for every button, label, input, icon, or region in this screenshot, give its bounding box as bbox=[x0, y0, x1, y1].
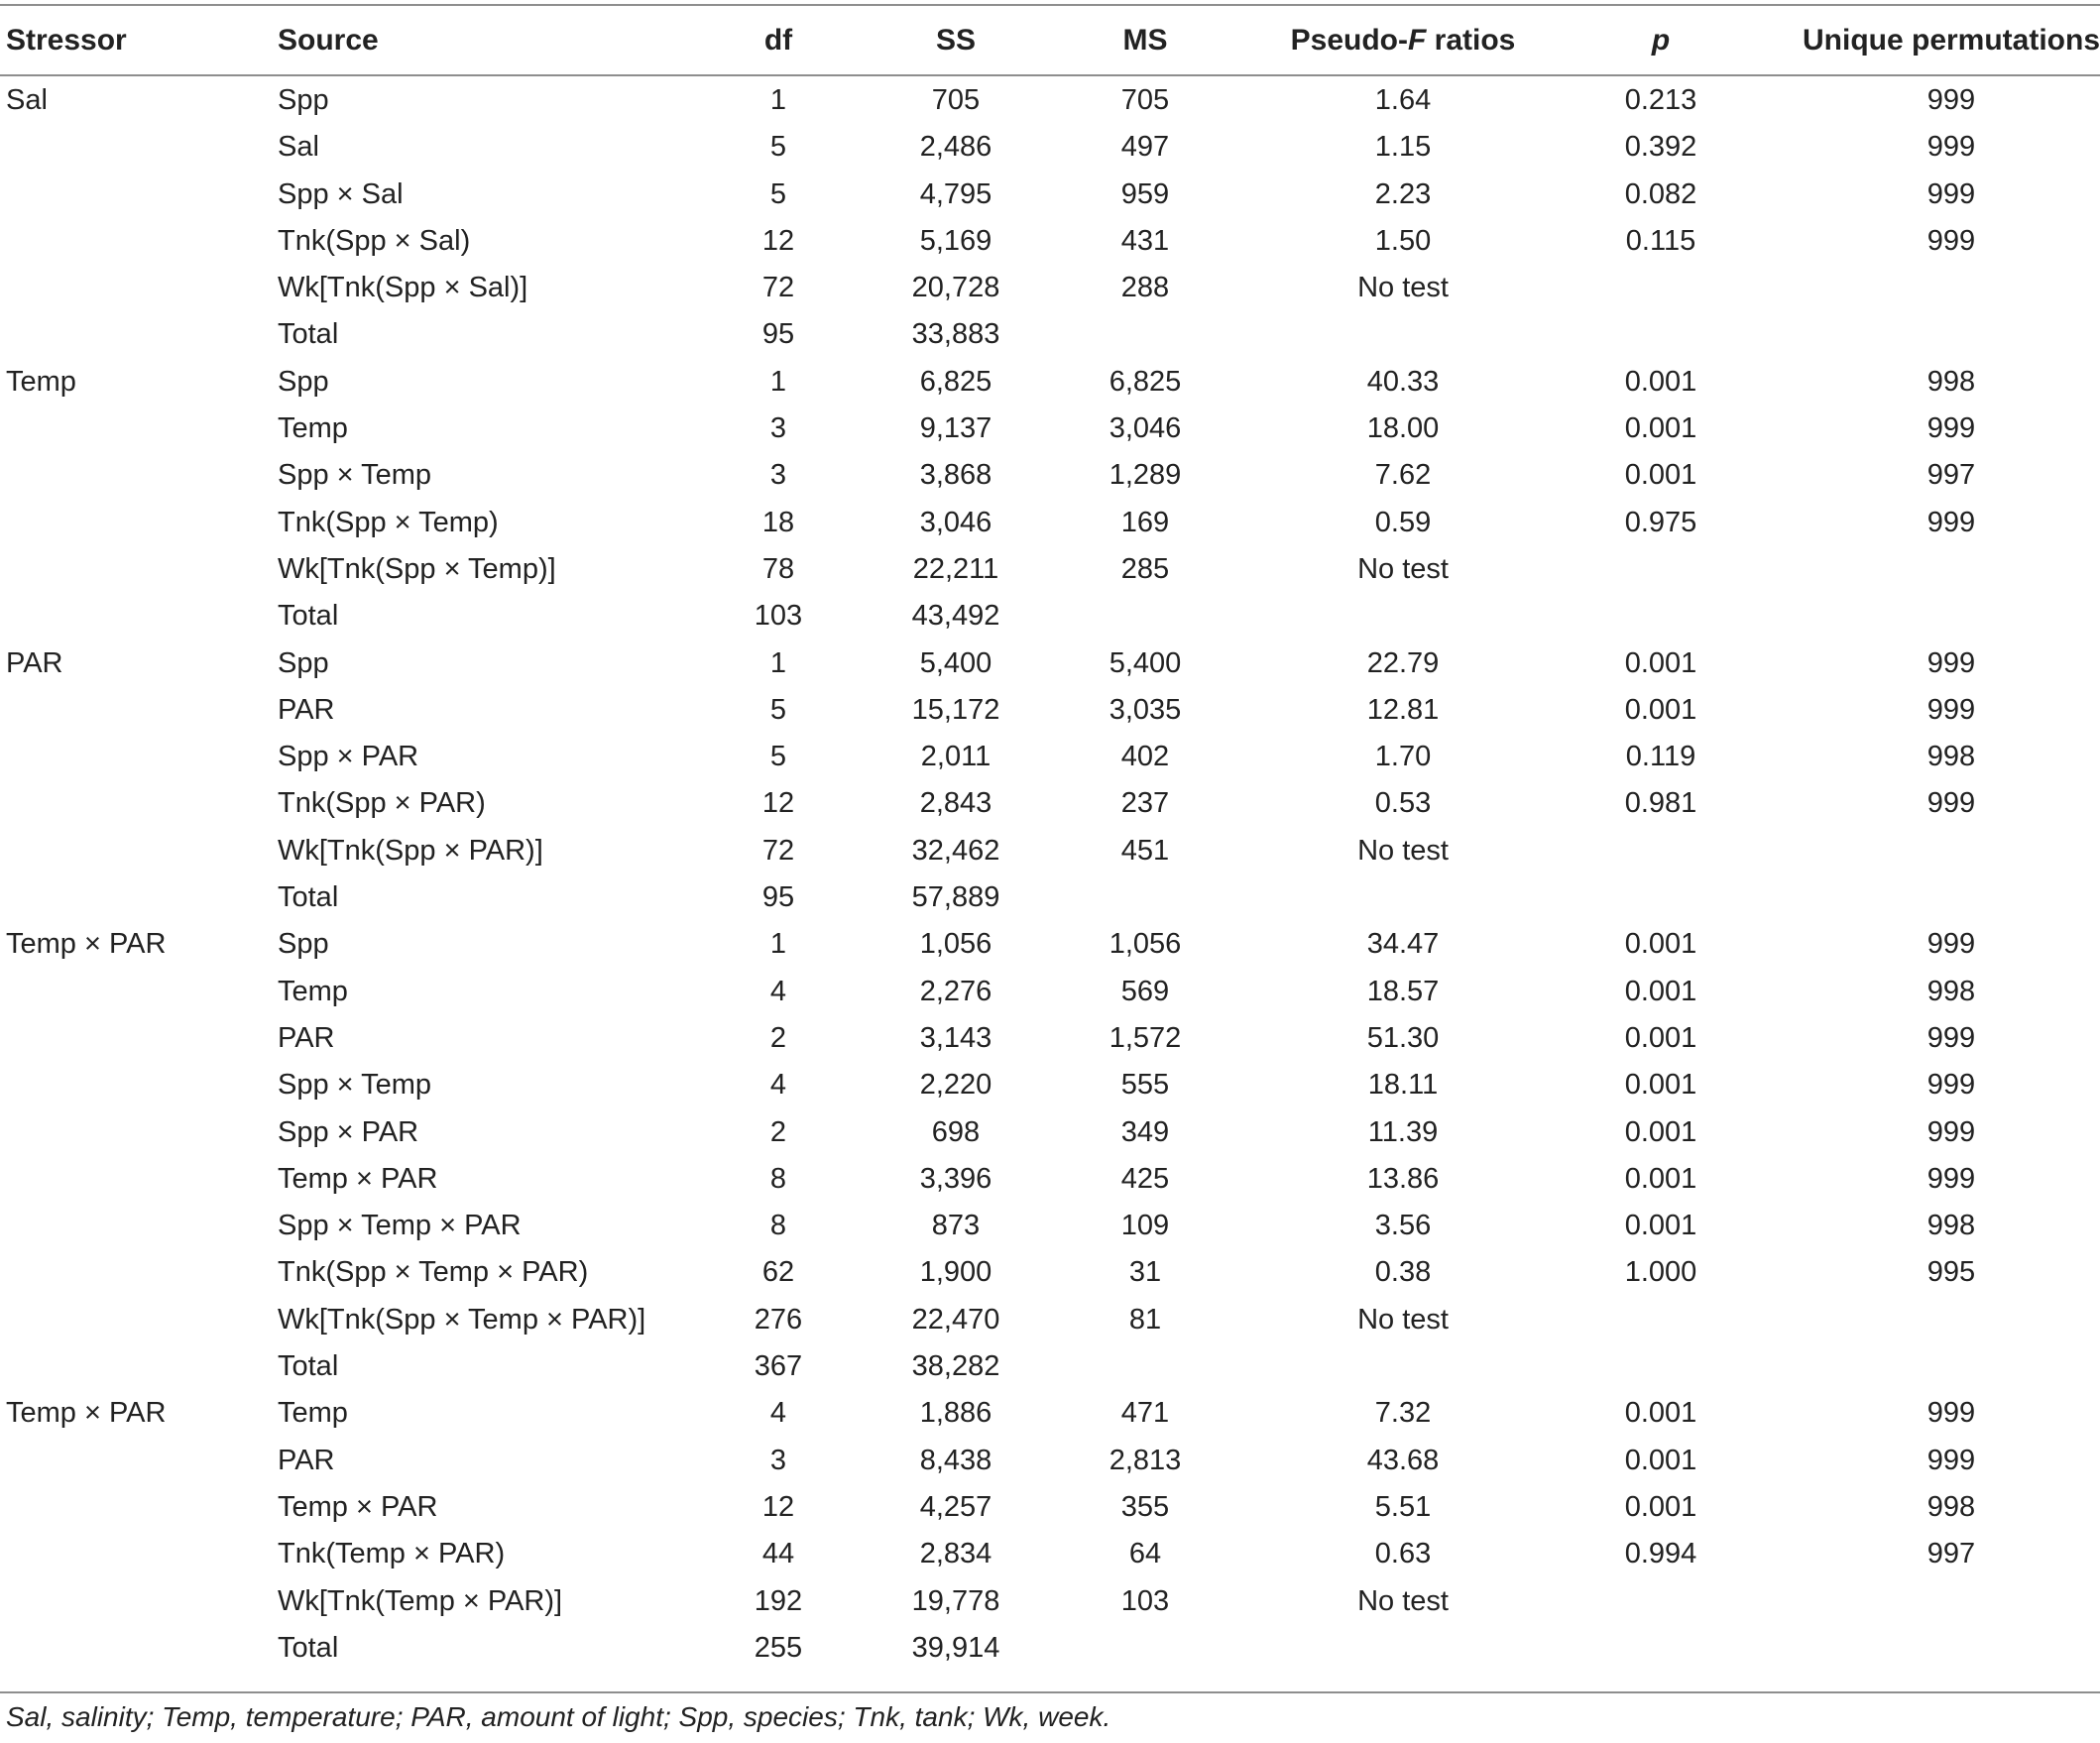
cell-permutations: 999 bbox=[1926, 1069, 1976, 1102]
table-row bbox=[0, 1438, 2100, 1484]
cell-ss: 698 bbox=[931, 1115, 981, 1148]
header-pseudo-f-prefix: Pseudo- bbox=[1290, 24, 1408, 57]
cell-pseudo-f: 51.30 bbox=[1366, 1021, 1440, 1054]
cell-permutations: 997 bbox=[1926, 459, 1976, 492]
cell-source: Tnk(Spp × Temp) bbox=[278, 506, 499, 538]
cell-pseudo-f: 0.63 bbox=[1374, 1538, 1432, 1570]
cell-p: 0.001 bbox=[1624, 975, 1697, 1007]
cell-ms: 555 bbox=[1120, 1069, 1170, 1102]
cell-ss: 2,011 bbox=[920, 741, 992, 773]
cell-source: Total bbox=[278, 881, 339, 914]
cell-p: 0.981 bbox=[1624, 787, 1697, 820]
cell-source: Temp × PAR bbox=[278, 1162, 438, 1195]
cell-df: 367 bbox=[754, 1350, 803, 1383]
cell-ms: 355 bbox=[1120, 1490, 1170, 1523]
table-row bbox=[0, 780, 2100, 827]
cell-permutations: 998 bbox=[1926, 1210, 1976, 1242]
cell-p: 0.213 bbox=[1624, 84, 1697, 116]
cell-ss: 3,868 bbox=[919, 459, 992, 492]
cell-source: Spp × Temp × PAR bbox=[278, 1210, 522, 1242]
table-row bbox=[0, 1484, 2100, 1531]
cell-source: Wk[Tnk(Temp × PAR)] bbox=[278, 1584, 563, 1617]
cell-p: 0.994 bbox=[1624, 1538, 1697, 1570]
cell-df: 62 bbox=[761, 1256, 795, 1289]
cell-permutations: 999 bbox=[1926, 177, 1976, 210]
cell-source: Total bbox=[278, 318, 339, 351]
header-pseudo-f bbox=[1291, 6, 1516, 74]
table-row bbox=[0, 1343, 2100, 1390]
cell-source: Spp × Temp bbox=[278, 1069, 432, 1102]
cell-ms: 81 bbox=[1128, 1303, 1162, 1336]
cell-ms: 569 bbox=[1120, 975, 1170, 1007]
cell-stressor: PAR bbox=[6, 646, 63, 679]
cell-ss: 705 bbox=[931, 84, 981, 116]
cell-df: 103 bbox=[754, 600, 803, 633]
cell-pseudo-f: 0.53 bbox=[1374, 787, 1432, 820]
table-row bbox=[0, 500, 2100, 546]
cell-permutations: 998 bbox=[1926, 741, 1976, 773]
cell-df: 1 bbox=[769, 928, 787, 961]
cell-pseudo-f: 7.62 bbox=[1374, 459, 1432, 492]
table-row bbox=[0, 1249, 2100, 1296]
table-row bbox=[0, 1109, 2100, 1156]
table-row bbox=[0, 406, 2100, 452]
cell-df: 12 bbox=[761, 224, 795, 257]
cell-ss: 2,276 bbox=[919, 975, 992, 1007]
cell-pseudo-f: 0.38 bbox=[1374, 1256, 1432, 1289]
cell-source: PAR bbox=[278, 1021, 335, 1054]
cell-stressor: Temp bbox=[6, 365, 76, 398]
cell-ss: 39,914 bbox=[911, 1631, 1000, 1664]
cell-source: Spp × Temp bbox=[278, 459, 432, 492]
cell-pseudo-f: 1.15 bbox=[1374, 131, 1432, 164]
cell-ss: 4,257 bbox=[919, 1490, 992, 1523]
cell-df: 8 bbox=[769, 1210, 787, 1242]
cell-p: 0.001 bbox=[1624, 1021, 1697, 1054]
cell-ms: 109 bbox=[1120, 1210, 1170, 1242]
cell-permutations: 997 bbox=[1926, 1538, 1976, 1570]
cell-source: Spp bbox=[278, 928, 329, 961]
cell-ss: 15,172 bbox=[911, 693, 1000, 726]
cell-ss: 4,795 bbox=[919, 177, 992, 210]
cell-pseudo-f: 1.50 bbox=[1374, 224, 1432, 257]
header-stressor: Stressor bbox=[6, 24, 127, 57]
cell-ss: 1,886 bbox=[919, 1397, 992, 1430]
table-row bbox=[0, 1297, 2100, 1343]
cell-p: 0.001 bbox=[1624, 1490, 1697, 1523]
cell-p: 0.001 bbox=[1624, 928, 1697, 961]
cell-ms: 31 bbox=[1128, 1256, 1162, 1289]
cell-ms: 288 bbox=[1120, 272, 1170, 304]
table-bottom-rule bbox=[0, 1691, 2100, 1693]
cell-p: 0.082 bbox=[1624, 177, 1697, 210]
table-row bbox=[0, 311, 2100, 358]
cell-ss: 5,169 bbox=[919, 224, 992, 257]
header-ms: MS bbox=[1122, 24, 1168, 57]
cell-ss: 38,282 bbox=[911, 1350, 1000, 1383]
cell-permutations: 999 bbox=[1926, 646, 1976, 679]
table-row bbox=[0, 359, 2100, 406]
table-row bbox=[0, 874, 2100, 921]
cell-ss: 2,486 bbox=[919, 131, 992, 164]
cell-ms: 1,572 bbox=[1108, 1021, 1182, 1054]
cell-pseudo-f: No test bbox=[1357, 1303, 1449, 1336]
cell-ms: 1,056 bbox=[1108, 928, 1182, 961]
cell-ss: 8,438 bbox=[919, 1444, 992, 1476]
cell-pseudo-f: No test bbox=[1357, 552, 1449, 585]
cell-source: Spp bbox=[278, 84, 329, 116]
cell-ss: 19,778 bbox=[911, 1584, 1000, 1617]
cell-ss: 20,728 bbox=[911, 272, 1000, 304]
cell-pseudo-f: 18.00 bbox=[1366, 412, 1440, 445]
table-row bbox=[0, 828, 2100, 874]
table-row bbox=[0, 1203, 2100, 1249]
cell-df: 4 bbox=[769, 1069, 787, 1102]
cell-df: 44 bbox=[761, 1538, 795, 1570]
cell-df: 5 bbox=[769, 693, 787, 726]
cell-ms: 285 bbox=[1120, 552, 1170, 585]
cell-df: 3 bbox=[769, 459, 787, 492]
cell-pseudo-f: 1.64 bbox=[1374, 84, 1432, 116]
cell-df: 72 bbox=[761, 272, 795, 304]
cell-pseudo-f: 18.57 bbox=[1366, 975, 1440, 1007]
header-source: Source bbox=[278, 24, 379, 57]
cell-df: 3 bbox=[769, 1444, 787, 1476]
cell-permutations: 998 bbox=[1926, 1490, 1976, 1523]
cell-pseudo-f: 7.32 bbox=[1374, 1397, 1432, 1430]
table-row bbox=[0, 969, 2100, 1015]
cell-ss: 2,843 bbox=[919, 787, 992, 820]
cell-p: 0.001 bbox=[1624, 1069, 1697, 1102]
cell-source: Spp bbox=[278, 646, 329, 679]
cell-pseudo-f: 13.86 bbox=[1366, 1162, 1440, 1195]
table-body bbox=[0, 77, 2100, 1672]
cell-ms: 425 bbox=[1120, 1162, 1170, 1195]
cell-p: 0.975 bbox=[1624, 506, 1697, 538]
table-header-row bbox=[0, 6, 2100, 74]
cell-source: Total bbox=[278, 1631, 339, 1664]
cell-ss: 22,470 bbox=[911, 1303, 1000, 1336]
cell-pseudo-f: 0.59 bbox=[1374, 506, 1432, 538]
cell-ss: 33,883 bbox=[911, 318, 1000, 351]
cell-ms: 237 bbox=[1120, 787, 1170, 820]
cell-pseudo-f: 43.68 bbox=[1366, 1444, 1440, 1476]
cell-ss: 22,211 bbox=[912, 552, 999, 585]
cell-df: 18 bbox=[761, 506, 795, 538]
cell-df: 8 bbox=[769, 1162, 787, 1195]
cell-permutations: 999 bbox=[1926, 224, 1976, 257]
cell-p: 0.115 bbox=[1625, 224, 1696, 257]
cell-ss: 9,137 bbox=[919, 412, 992, 445]
table-row bbox=[0, 734, 2100, 780]
cell-ss: 57,889 bbox=[911, 881, 1000, 914]
cell-permutations: 999 bbox=[1926, 928, 1976, 961]
cell-permutations: 999 bbox=[1926, 84, 1976, 116]
cell-df: 95 bbox=[761, 318, 795, 351]
table-row bbox=[0, 1625, 2100, 1672]
cell-source: Tnk(Spp × Sal) bbox=[278, 224, 471, 257]
cell-stressor: Temp × PAR bbox=[6, 1397, 167, 1430]
table-row bbox=[0, 77, 2100, 124]
cell-ms: 1,289 bbox=[1108, 459, 1182, 492]
cell-permutations: 999 bbox=[1926, 1397, 1976, 1430]
cell-pseudo-f: 34.47 bbox=[1366, 928, 1440, 961]
cell-ms: 2,813 bbox=[1108, 1444, 1182, 1476]
table-row bbox=[0, 1531, 2100, 1577]
cell-df: 12 bbox=[761, 1490, 795, 1523]
cell-ss: 3,046 bbox=[919, 506, 992, 538]
cell-permutations: 999 bbox=[1926, 1444, 1976, 1476]
cell-permutations: 998 bbox=[1926, 365, 1976, 398]
cell-df: 1 bbox=[769, 646, 787, 679]
table-row bbox=[0, 1156, 2100, 1203]
cell-source: Wk[Tnk(Spp × Sal)] bbox=[278, 272, 528, 304]
cell-ss: 32,462 bbox=[911, 834, 1000, 867]
cell-pseudo-f: No test bbox=[1357, 1584, 1449, 1617]
cell-ms: 471 bbox=[1120, 1397, 1170, 1430]
header-pseudo-f-letter: F bbox=[1408, 24, 1427, 57]
table-row bbox=[0, 218, 2100, 265]
cell-source: Total bbox=[278, 600, 339, 633]
cell-source: Temp × PAR bbox=[278, 1490, 438, 1523]
cell-df: 4 bbox=[769, 975, 787, 1007]
cell-ms: 5,400 bbox=[1108, 646, 1182, 679]
cell-source: Tnk(Temp × PAR) bbox=[278, 1538, 506, 1570]
cell-ms: 497 bbox=[1120, 131, 1170, 164]
cell-p: 0.392 bbox=[1624, 131, 1697, 164]
cell-df: 72 bbox=[761, 834, 795, 867]
cell-p: 0.001 bbox=[1624, 646, 1697, 679]
cell-p: 0.119 bbox=[1625, 741, 1696, 773]
cell-ss: 5,400 bbox=[919, 646, 992, 679]
cell-pseudo-f: 11.39 bbox=[1367, 1115, 1439, 1148]
table-row bbox=[0, 452, 2100, 499]
cell-source: Temp bbox=[278, 975, 348, 1007]
cell-ss: 873 bbox=[931, 1210, 981, 1242]
cell-df: 3 bbox=[769, 412, 787, 445]
table-row bbox=[0, 172, 2100, 218]
cell-permutations: 999 bbox=[1926, 1115, 1976, 1148]
cell-source: Spp × PAR bbox=[278, 741, 419, 773]
cell-permutations: 999 bbox=[1926, 1021, 1976, 1054]
cell-pseudo-f: No test bbox=[1357, 272, 1449, 304]
cell-ss: 2,220 bbox=[919, 1069, 992, 1102]
cell-ss: 1,056 bbox=[919, 928, 992, 961]
cell-df: 5 bbox=[769, 741, 787, 773]
cell-source: Temp bbox=[278, 412, 348, 445]
cell-source: Spp × PAR bbox=[278, 1115, 419, 1148]
cell-source: Wk[Tnk(Spp × Temp)] bbox=[278, 552, 556, 585]
table-row bbox=[0, 921, 2100, 968]
cell-source: Wk[Tnk(Spp × PAR)] bbox=[278, 834, 543, 867]
cell-pseudo-f: 3.56 bbox=[1374, 1210, 1432, 1242]
cell-source: Tnk(Spp × Temp × PAR) bbox=[278, 1256, 589, 1289]
cell-ss: 3,143 bbox=[919, 1021, 992, 1054]
cell-p: 0.001 bbox=[1624, 693, 1697, 726]
cell-ss: 2,834 bbox=[919, 1538, 992, 1570]
cell-ms: 402 bbox=[1120, 741, 1170, 773]
table-row bbox=[0, 640, 2100, 687]
cell-pseudo-f: 1.70 bbox=[1374, 741, 1432, 773]
cell-df: 4 bbox=[769, 1397, 787, 1430]
cell-stressor: Temp × PAR bbox=[6, 928, 167, 961]
table-row bbox=[0, 265, 2100, 311]
header-permutations: Unique permutations bbox=[1802, 24, 2100, 57]
cell-ms: 349 bbox=[1120, 1115, 1170, 1148]
cell-df: 276 bbox=[754, 1303, 803, 1336]
cell-source: Total bbox=[278, 1350, 339, 1383]
cell-pseudo-f: 2.23 bbox=[1374, 177, 1432, 210]
cell-permutations: 998 bbox=[1926, 975, 1976, 1007]
table-row bbox=[0, 1062, 2100, 1108]
cell-df: 5 bbox=[769, 177, 787, 210]
cell-ss: 1,900 bbox=[919, 1256, 992, 1289]
header-pseudo-f-suffix: ratios bbox=[1426, 24, 1516, 57]
cell-ms: 451 bbox=[1120, 834, 1170, 867]
cell-p: 0.001 bbox=[1624, 459, 1697, 492]
cell-p: 0.001 bbox=[1624, 1210, 1697, 1242]
cell-df: 192 bbox=[754, 1584, 803, 1617]
cell-ss: 6,825 bbox=[919, 365, 992, 398]
cell-p: 1.000 bbox=[1624, 1256, 1697, 1289]
table-row bbox=[0, 124, 2100, 171]
cell-p: 0.001 bbox=[1624, 1444, 1697, 1476]
cell-pseudo-f: 18.11 bbox=[1367, 1069, 1439, 1102]
table-row bbox=[0, 1015, 2100, 1062]
cell-p: 0.001 bbox=[1624, 412, 1697, 445]
cell-ms: 3,035 bbox=[1108, 693, 1182, 726]
cell-ms: 959 bbox=[1120, 177, 1170, 210]
table-row bbox=[0, 546, 2100, 593]
cell-df: 95 bbox=[761, 881, 795, 914]
cell-df: 2 bbox=[769, 1115, 787, 1148]
cell-p: 0.001 bbox=[1624, 1397, 1697, 1430]
cell-pseudo-f: No test bbox=[1357, 834, 1449, 867]
cell-ss: 3,396 bbox=[919, 1162, 992, 1195]
cell-source: Tnk(Spp × PAR) bbox=[278, 787, 486, 820]
cell-source: PAR bbox=[278, 1444, 335, 1476]
cell-p: 0.001 bbox=[1624, 1162, 1697, 1195]
cell-df: 78 bbox=[761, 552, 795, 585]
table-row bbox=[0, 1578, 2100, 1625]
cell-source: Spp bbox=[278, 365, 329, 398]
cell-permutations: 999 bbox=[1926, 787, 1976, 820]
cell-ms: 431 bbox=[1120, 224, 1170, 257]
cell-ms: 103 bbox=[1120, 1584, 1170, 1617]
cell-pseudo-f: 5.51 bbox=[1374, 1490, 1432, 1523]
cell-df: 1 bbox=[769, 365, 787, 398]
cell-p: 0.001 bbox=[1624, 1115, 1697, 1148]
cell-ms: 705 bbox=[1120, 84, 1170, 116]
cell-df: 1 bbox=[769, 84, 787, 116]
cell-pseudo-f: 22.79 bbox=[1366, 646, 1440, 679]
cell-source: Wk[Tnk(Spp × Temp × PAR)] bbox=[278, 1303, 646, 1336]
cell-permutations: 999 bbox=[1926, 412, 1976, 445]
cell-source: Sal bbox=[278, 131, 319, 164]
cell-permutations: 999 bbox=[1926, 1162, 1976, 1195]
table-row bbox=[0, 1390, 2100, 1437]
cell-permutations: 995 bbox=[1926, 1256, 1976, 1289]
cell-permutations: 999 bbox=[1926, 506, 1976, 538]
cell-pseudo-f: 12.81 bbox=[1366, 693, 1440, 726]
table-row bbox=[0, 593, 2100, 639]
cell-ss: 43,492 bbox=[911, 600, 1000, 633]
cell-pseudo-f: 40.33 bbox=[1366, 365, 1440, 398]
header-ss: SS bbox=[935, 24, 977, 57]
header-p: p bbox=[1651, 24, 1671, 57]
table-row bbox=[0, 687, 2100, 734]
cell-ms: 6,825 bbox=[1108, 365, 1182, 398]
cell-df: 5 bbox=[769, 131, 787, 164]
cell-source: Spp × Sal bbox=[278, 177, 404, 210]
header-df: df bbox=[763, 24, 793, 57]
cell-ms: 169 bbox=[1120, 506, 1170, 538]
table-footnote: Sal, salinity; Temp, temperature; PAR, amount of light; Spp, species; Tnk, tank; Wk, week. bbox=[6, 1701, 1111, 1732]
cell-p: 0.001 bbox=[1624, 365, 1697, 398]
cell-ms: 3,046 bbox=[1108, 412, 1182, 445]
cell-source: PAR bbox=[278, 693, 335, 726]
cell-source: Temp bbox=[278, 1397, 348, 1430]
cell-ms: 64 bbox=[1128, 1538, 1162, 1570]
cell-permutations: 999 bbox=[1926, 131, 1976, 164]
cell-permutations: 999 bbox=[1926, 693, 1976, 726]
cell-df: 12 bbox=[761, 787, 795, 820]
table-header-rule bbox=[0, 74, 2100, 76]
cell-df: 2 bbox=[769, 1021, 787, 1054]
cell-df: 255 bbox=[754, 1631, 803, 1664]
cell-stressor: Sal bbox=[6, 84, 48, 116]
